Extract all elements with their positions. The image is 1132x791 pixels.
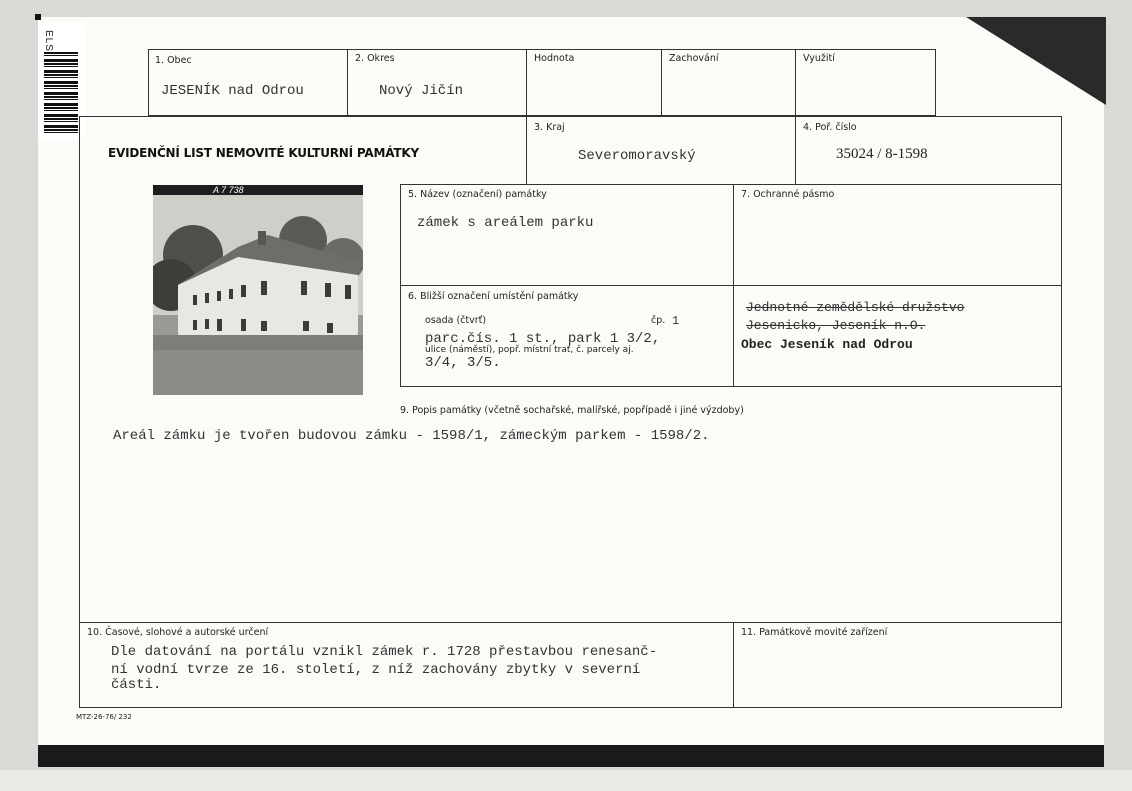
- parcely-line1: parc.čís. 1 st., park 1 3/2,: [425, 331, 661, 347]
- okres-value: Nový Jičín: [379, 83, 464, 99]
- kraj-label: 3. Kraj: [534, 122, 565, 133]
- nazev-value: zámek s areálem parku: [417, 215, 594, 231]
- scan-margin: [0, 770, 1132, 791]
- main-frame-right: [1061, 116, 1062, 708]
- por-cislo-label: 4. Poř. číslo: [803, 122, 857, 133]
- row3-bottom: [400, 285, 1062, 286]
- urceni-line3: části.: [111, 677, 162, 693]
- current-owner: Obec Jeseník nad Odrou: [741, 337, 913, 352]
- umisteni-label: 6. Bližší označení umístění památky: [408, 291, 579, 302]
- nazev-label: 5. Název (označení) památky: [408, 189, 547, 200]
- popis-value: Areál zámku je tvořen budovou zámku - 1598/1, zámeckým parkem - 1598/2.: [113, 428, 710, 444]
- row2-bottom: [400, 184, 1062, 185]
- main-frame-bottom: [79, 707, 1062, 708]
- monument-photo: [153, 185, 363, 395]
- castle-photo-image: [153, 185, 363, 395]
- form-title: EVIDENČNÍ LIST NEMOVITÉ KULTURNÍ PAMÁTKY: [108, 146, 419, 160]
- zachovani-label: Zachování: [669, 53, 719, 64]
- ochranne-pasmo-label: 7. Ochranné pásmo: [741, 189, 835, 200]
- row-urceni-top: [79, 622, 1062, 623]
- former-owner-line1: Jednotné zemědělské družstvo: [746, 300, 965, 315]
- por-cislo-value: 35024 / 8-1598: [836, 146, 928, 162]
- popis-label: 9. Popis památky (včetně sochařské, malířské, popřípadě i jiné výzdoby): [400, 405, 744, 416]
- barcode-text: ELS: [43, 30, 54, 52]
- main-frame-top: [79, 116, 1062, 117]
- kraj-value: Severomoravský: [578, 148, 696, 164]
- ulice-label: ulice (náměstí), popř. místní trať, č. parcely aj.: [425, 345, 634, 355]
- vyuziti-label: Využití: [803, 53, 835, 64]
- urceni-label: 10. Časové, slohové a autorské určení: [87, 627, 269, 638]
- osada-label: osada (čtvrť): [425, 315, 487, 326]
- scan-bottom-bar: [38, 745, 1104, 767]
- former-owner-line2: Jesenicko, Jeseník n.O.: [746, 318, 926, 333]
- obec-label: 1. Obec: [155, 55, 192, 66]
- urceni-line2: ní vodní tvrze ze 16. století, z níž zachovány zbytky v severní: [111, 662, 641, 678]
- cp-label: čp.: [651, 315, 666, 326]
- zarizeni-label: 11. Památkově movité zařízení: [741, 627, 888, 638]
- photo-annotation: A 7 738: [213, 185, 244, 195]
- hodnota-label: Hodnota: [534, 53, 575, 64]
- main-frame-left: [79, 116, 80, 708]
- urceni-line1: Dle datování na portálu vznikl zámek r. 1728 přestavbou renesanč-: [111, 644, 658, 660]
- urceni-divider: [733, 622, 734, 708]
- kraj-divider-left: [526, 116, 527, 184]
- okres-label: 2. Okres: [355, 53, 395, 64]
- sheet-code: MTZ-26-76/ 232: [76, 713, 132, 721]
- obec-value: JESENÍK nad Odrou: [161, 83, 304, 99]
- parcely-line2: 3/4, 3/5.: [425, 355, 501, 371]
- kraj-divider-right: [795, 116, 796, 184]
- scan-mark: [35, 14, 41, 20]
- barcode-icon: [44, 52, 78, 136]
- cp-value: 1: [672, 314, 680, 328]
- row4-bottom: [400, 386, 1062, 387]
